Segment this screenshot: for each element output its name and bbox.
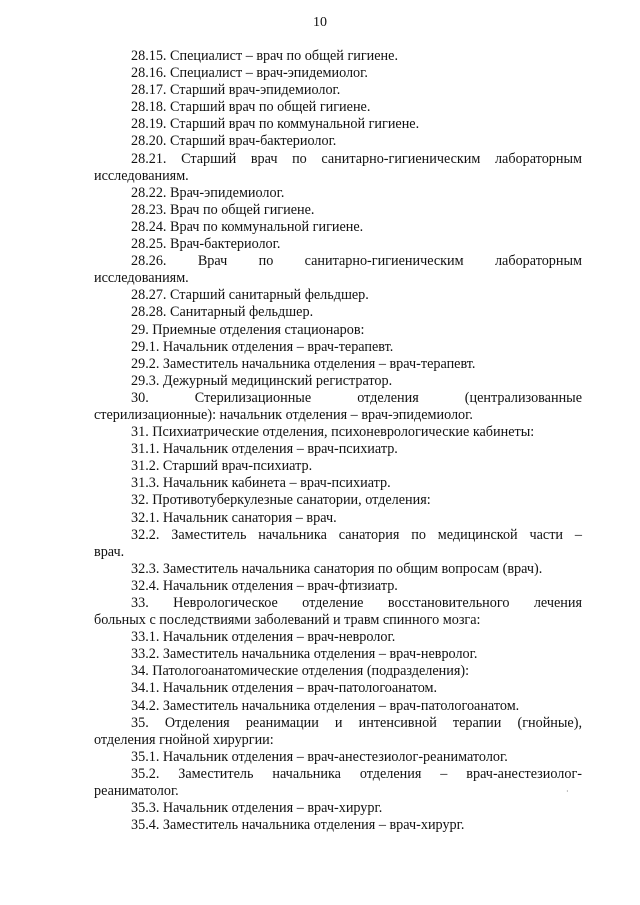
- list-item-text: 28.27. Старший санитарный фельдшер.: [131, 287, 369, 304]
- list-item-text: 29. Приемные отделения стационаров:: [131, 321, 365, 338]
- list-item-text: 33.2. Заместитель начальника отделения – врач-невролог.: [131, 646, 478, 663]
- list-item: [94, 561, 582, 578]
- list-item-text: 31.1. Начальник отделения – врач-психиатр.: [131, 441, 398, 458]
- list-item-text: 28.15. Специалист – врач по общей гигиене.: [131, 48, 398, 64]
- list-item: [94, 133, 582, 150]
- list-item: [94, 749, 582, 766]
- list-item-text: 35.2. Заместитель начальника отделения – врач-анестезиолог-: [131, 765, 582, 782]
- list-item: [94, 680, 582, 697]
- list-item: [94, 373, 582, 390]
- list-item-continuation: врач.: [94, 543, 125, 560]
- list-item-text: 28.21. Старший врач по санитарно-гигиеническим лабораторным: [131, 150, 582, 167]
- list-item: [94, 65, 582, 82]
- list-item: [94, 698, 582, 715]
- list-item-text: 31.3. Начальник кабинета – врач-психиатр.: [131, 475, 391, 492]
- list-item: [94, 766, 582, 800]
- list-item-text: 28.16. Специалист – врач-эпидемиолог.: [131, 65, 368, 82]
- list-item: [94, 646, 582, 663]
- list-item-continuation: отделения гнойной хирургии:: [94, 731, 274, 748]
- list-item-text: 28.20. Старший врач-бактериолог.: [131, 133, 337, 150]
- list-item-text: 32.3. Заместитель начальника санатория по общим вопросам (врач).: [131, 560, 543, 577]
- list-item: [94, 99, 582, 116]
- list-item-text: 34.2. Заместитель начальника отделения – врач-патологоанатом.: [131, 697, 520, 714]
- list-item-text: 32.2. Заместитель начальника санатория по медицинской части –: [131, 526, 582, 543]
- list-item-text: 35.3. Начальник отделения – врач-хирург.: [131, 800, 383, 817]
- list-item: [94, 219, 582, 236]
- list-item-text: 32. Противотуберкулезные санатории, отделения:: [131, 492, 431, 509]
- list-item: [94, 492, 582, 509]
- list-item: [94, 458, 582, 475]
- list-item-text: 33. Неврологическое отделение восстановительного лечения: [131, 595, 582, 611]
- list-item-text: 28.19. Старший врач по коммунальной гигиене.: [131, 116, 420, 133]
- list-item: [94, 715, 582, 749]
- list-item-text: 28.24. Врач по коммунальной гигиене.: [131, 218, 364, 235]
- list-item-text: 28.23. Врач по общей гигиене.: [131, 201, 315, 218]
- list-item-text: 29.2. Заместитель начальника отделения – врач-терапевт.: [131, 355, 476, 372]
- page-number: 10: [313, 15, 327, 30]
- list-item-text: 31. Психиатрические отделения, психоневрологические кабинеты:: [131, 424, 535, 441]
- list-item: [94, 527, 582, 561]
- list-item-text: 35. Отделения реанимации и интенсивной терапии (гнойные),: [131, 714, 582, 731]
- list-item: [94, 578, 582, 595]
- list-item: [94, 595, 582, 629]
- list-item-text: 32.4. Начальник отделения – врач-фтизиатр.: [131, 577, 398, 594]
- list-item: [94, 800, 582, 817]
- list-item-text: 32.1. Начальник санатория – врач.: [131, 509, 337, 526]
- list-item: [94, 48, 582, 65]
- list-item: [94, 287, 582, 304]
- list-item-text: 34.1. Начальник отделения – врач-патологоанатом.: [131, 680, 438, 697]
- list-item-text: 28.26. Врач по санитарно-гигиеническим лабораторным: [131, 253, 582, 270]
- list-item-continuation: больных с последствиями заболеваний и травм спинного мозга:: [94, 612, 481, 629]
- list-item-text: 33.1. Начальник отделения – врач-невролог.: [131, 629, 396, 646]
- list-item: [94, 817, 582, 834]
- list-item: [94, 356, 582, 373]
- list-item: [94, 475, 582, 492]
- list-item-continuation: исследованиям.: [94, 270, 189, 287]
- list-item-text: 31.2. Старший врач-психиатр.: [131, 458, 313, 475]
- list-item-text: 28.28. Санитарный фельдшер.: [131, 304, 314, 321]
- list-item: [94, 304, 582, 321]
- list-item-text: 29.3. Дежурный медицинский регистратор.: [131, 372, 393, 389]
- list-item-text: 34. Патологоанатомические отделения (подразделения):: [131, 663, 470, 680]
- list-item-text: 29.1. Начальник отделения – врач-терапевт.: [131, 338, 394, 355]
- list-item: [94, 116, 582, 133]
- list-item: [94, 151, 582, 185]
- list-item: [94, 322, 582, 339]
- list-item: [94, 82, 582, 99]
- list-item: [94, 202, 582, 219]
- list-item-text: 28.22. Врач-эпидемиолог.: [131, 184, 285, 201]
- list-item: [94, 510, 582, 527]
- list-item-continuation: стерилизационные): начальник отделения – врач-эпидемиолог.: [94, 406, 473, 423]
- list-item-text: 30. Стерилизационные отделения (централизованные: [131, 389, 582, 406]
- list-item: [94, 663, 582, 680]
- list-item-continuation: реаниматолог.: [94, 783, 179, 800]
- list-item-text: 28.25. Врач-бактериолог.: [131, 236, 281, 253]
- list-item-text: 28.18. Старший врач по общей гигиене.: [131, 99, 371, 116]
- list-item: [94, 441, 582, 458]
- list-item: [94, 236, 582, 253]
- scan-dot: ·: [566, 787, 569, 796]
- list-item-text: 35.1. Начальник отделения – врач-анестезиолог-реаниматолог.: [131, 748, 508, 765]
- list-item: [94, 253, 582, 287]
- list-item: [94, 185, 582, 202]
- list-item: [94, 629, 582, 646]
- list-item-text: 28.17. Старший врач-эпидемиолог.: [131, 82, 341, 99]
- list-item: [94, 339, 582, 356]
- document-body: [94, 48, 582, 834]
- list-item-continuation: исследованиям.: [94, 167, 189, 184]
- list-item: [94, 424, 582, 441]
- list-item-text: 35.4. Заместитель начальника отделения – врач-хирург.: [131, 817, 465, 834]
- list-item: [94, 390, 582, 424]
